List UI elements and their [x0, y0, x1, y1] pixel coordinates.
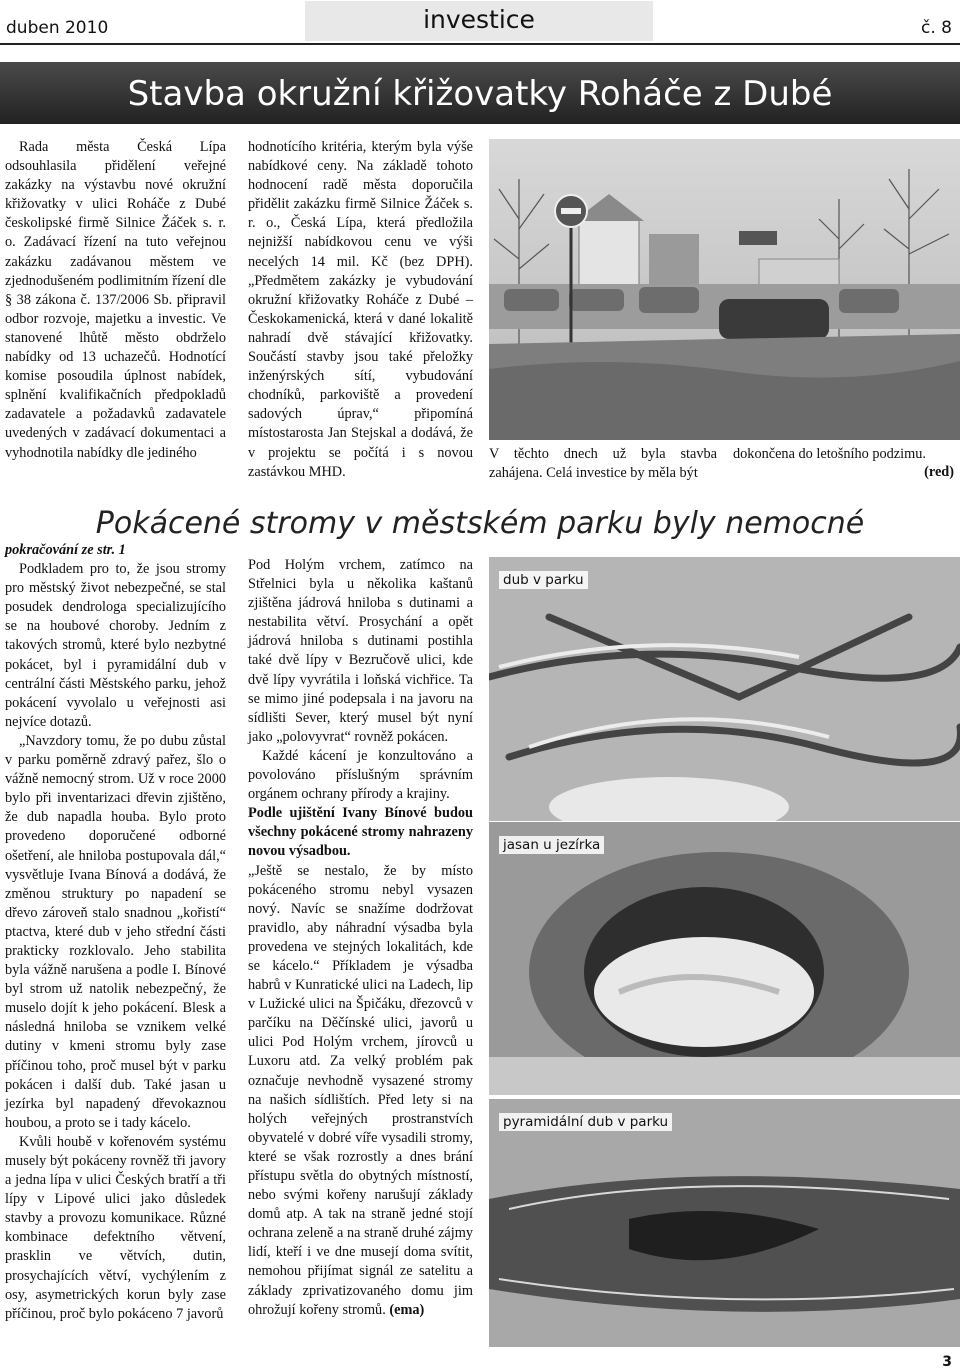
- article2-column-1: [5, 541, 226, 1324]
- article2-paragraph: Každé kácení je konzultováno a povolováno příslušným správním orgánem ochrany přírody a krajiny.: [248, 747, 473, 803]
- article2-paragraph: Podkladem pro to, že jsou stromy pro městský život nebezpečné, se stal posudek dendrologa specializujícího se na houbové choroby. Jedním z takových stromů, které bylo nezbytné pokácet, byl i pyramidální dub v centrální části Městského parku, jehož pokácení vyvolalo u veřejnosti asi nejvíce dotazů.: [5, 561, 226, 730]
- roundabout-site-photo: [489, 139, 960, 440]
- article1-paragraph: Rada města Česká Lípa odsouhlasila přidělení veřejné zakázky na výstavbu nové okružní křižovatky v ulici Roháče z Dubé českolipské firmě Silnice Žáček s. r. o. Zadávací řízení na tuto veřejnou zakázku zadávanou městem ve zjednodušeném podlimitním řízení dle § 38 zákona č. 137/2006 Sb. připravil odbor rozvoje, majetku a investic. Ve stanovené lhůtě město obdrželo nabídky od 13 uchazečů. Hodnotící komise posoudila úplnost nabídek, splnění kvalifikačních předpokladů zadavatele a požadavků zadavatele uvedených v zadávací dokumentaci a vyhodnotila nabídky dle jediného: [5, 139, 226, 461]
- issue-page: č. 8: [921, 18, 952, 38]
- article2-paragraph: Pod Holým vrchem, zatímco na Střelnici byla u několika kaštanů zjištěna jádrová hniloba s dutinami a nestabilita větví. Prosychání a opět jádrová hniloba s dutinami postihla také dvě lípy v Bezručově ulici, kde dvě lípy vyvrátila i loňská vichřice. Ta se mimo jiné podepsala i na javoru na sídlišti Sever, který musel být nyní jako „polovyvrat“ rovněž pokácen.: [248, 557, 473, 745]
- article2-paragraph: „Navzdory tomu, že po dubu zůstal v parku poměrně zdravý pařez, šlo o vážně nemocný strom. Už v roce 2000 bylo při inventarizaci dřevin zjištěno, že dub napadla houba. Bylo proto provedeno doporučené odborné ošetření, ale hniloba postupovala dál,“ vysvětluje Ivana Bínová a dodává, že změnou struktury po napadení se dřevo zároveň stalo snadnou „kořistí“ ptactva, které dub v jeho střední části prakticky rozklovalo. Jeho stabilita byla vážně narušena a podle I. Bínové byl strom už natolik nebezpečný, že muselo dojít k jeho pokácení. Blesk a následná hniloba se vznikem velké dutiny v kmeni stromu byly zase příčinou toho, proč musel být v parku pokácen i další dub. Také jasan u jezírka byl napadený dřevokaznou houbou, a proto se i tady kácelo.: [5, 732, 226, 1131]
- article1-column-1: [5, 138, 226, 463]
- photo-caption-continued: dokončena do letošního podzimu.: [733, 446, 926, 462]
- oak-in-park-photo: [489, 557, 960, 821]
- author-credit: (red): [924, 464, 954, 480]
- header-rule: [0, 43, 960, 45]
- article2-highlight: Podle ujištění Ivany Bínové budou všechny pokácené stromy nahrazeny novou výsadbou.: [248, 805, 473, 860]
- author-credit: (ema): [389, 1301, 425, 1318]
- photo-label: pyramidální dub v parku: [499, 1113, 672, 1131]
- ash-by-pond-photo: [489, 822, 960, 1095]
- article2-paragraph: [248, 862, 473, 1320]
- article2-paragraph: Kvůli houbě v kořenovém systému musely být pokáceny rovněž tři javory a jedna lípa v ulici Českých bratří a tři lípy v Lipové ulici jako důsledek stavby a provozu komunikace. Různé kombinace defektního větvení, prasklin ve větvích, dutin, prosychajících větví, vychýlením z osy, asymetrických korun byly zase příčinou, proč bylo pokáceno 7 javorů: [5, 1133, 226, 1322]
- photo-label: dub v parku: [499, 571, 588, 589]
- article1-paragraph: hodnotícího kritéria, kterým byla výše nabídkové ceny. Na základě tohoto hodnocení radě města doporučila přidělit zakázku firmě Silnice Žáček s. r. o., Česká Lípa, která předložila nejnižší nabídkovou cenu ve výši necelých 14 mil. Kč (bez DPH). „Předmětem zakázky je vybudování okružní křižovatky Roháče z Dubé – Českokamenická, která v dané lokalitě nahradí dvě stávající křižovatky. Součástí stavby jsou také přeložky inženýrských sítí, vybudování chodníků, parkoviště a provedení sadových úprav,“ připomíná místostarosta Jan Stejskal a dodává, že v projektu se počítá i s novou zastávkou MHD.: [248, 139, 473, 480]
- article2-quote: „Ještě se nestalo, že by místo pokáceného stromu nebyl vysazen nový. Navíc se snažíme dodržovat pravidlo, aby náhradní výsadba byla provedena ve stejných lokalitách, kde se kácelo.“ Příkladem je výsadba habrů v Kunratické ulici na Ladech, lip v Lužické ulici na Špičáku, dřezovců v parčíku na Děčínské ulici, javorů u ulici Pod Holým vrchem, jírovců u Luxoru atd. Za velký problém pak označuje nevhodně vysazené stromy na našich sídlištích. Před lety si na holých veřejných prostranstvích obyvatelé v dobré víře vysadili stromy, které se však rozrostly a dnes brání přístupu světla do obytných místností, nebo svými kořeny narušují základy domů atp. A tak na straně jedné stojí ochrana zeleně a na straně druhé zájmy lidí, kteří i ve dne musejí doma svítit, nemohou přijímat signál ze satelitu a základy zprivatizovaného domu jim ohrožují kořeny stromů.: [248, 862, 473, 1318]
- photo-label: jasan u jezírka: [499, 836, 604, 854]
- headline-1: Stavba okružní křižovatky Roháče z Dubé: [127, 74, 833, 114]
- continued-note: pokračování ze str. 1: [5, 542, 126, 558]
- pyramidal-oak-photo: [489, 1099, 960, 1347]
- headline-2: Pokácené stromy v městském parku byly nemocné: [95, 506, 865, 541]
- issue-date: duben 2010: [6, 18, 109, 38]
- article1-column-2: [248, 138, 473, 482]
- photo-caption: V těchto dnech už byla stavba zahájena. Celá investice by měla být: [489, 446, 717, 481]
- page-number: 3: [942, 1354, 952, 1370]
- article2-column-2: [248, 556, 473, 1320]
- section-title: investice: [423, 5, 535, 34]
